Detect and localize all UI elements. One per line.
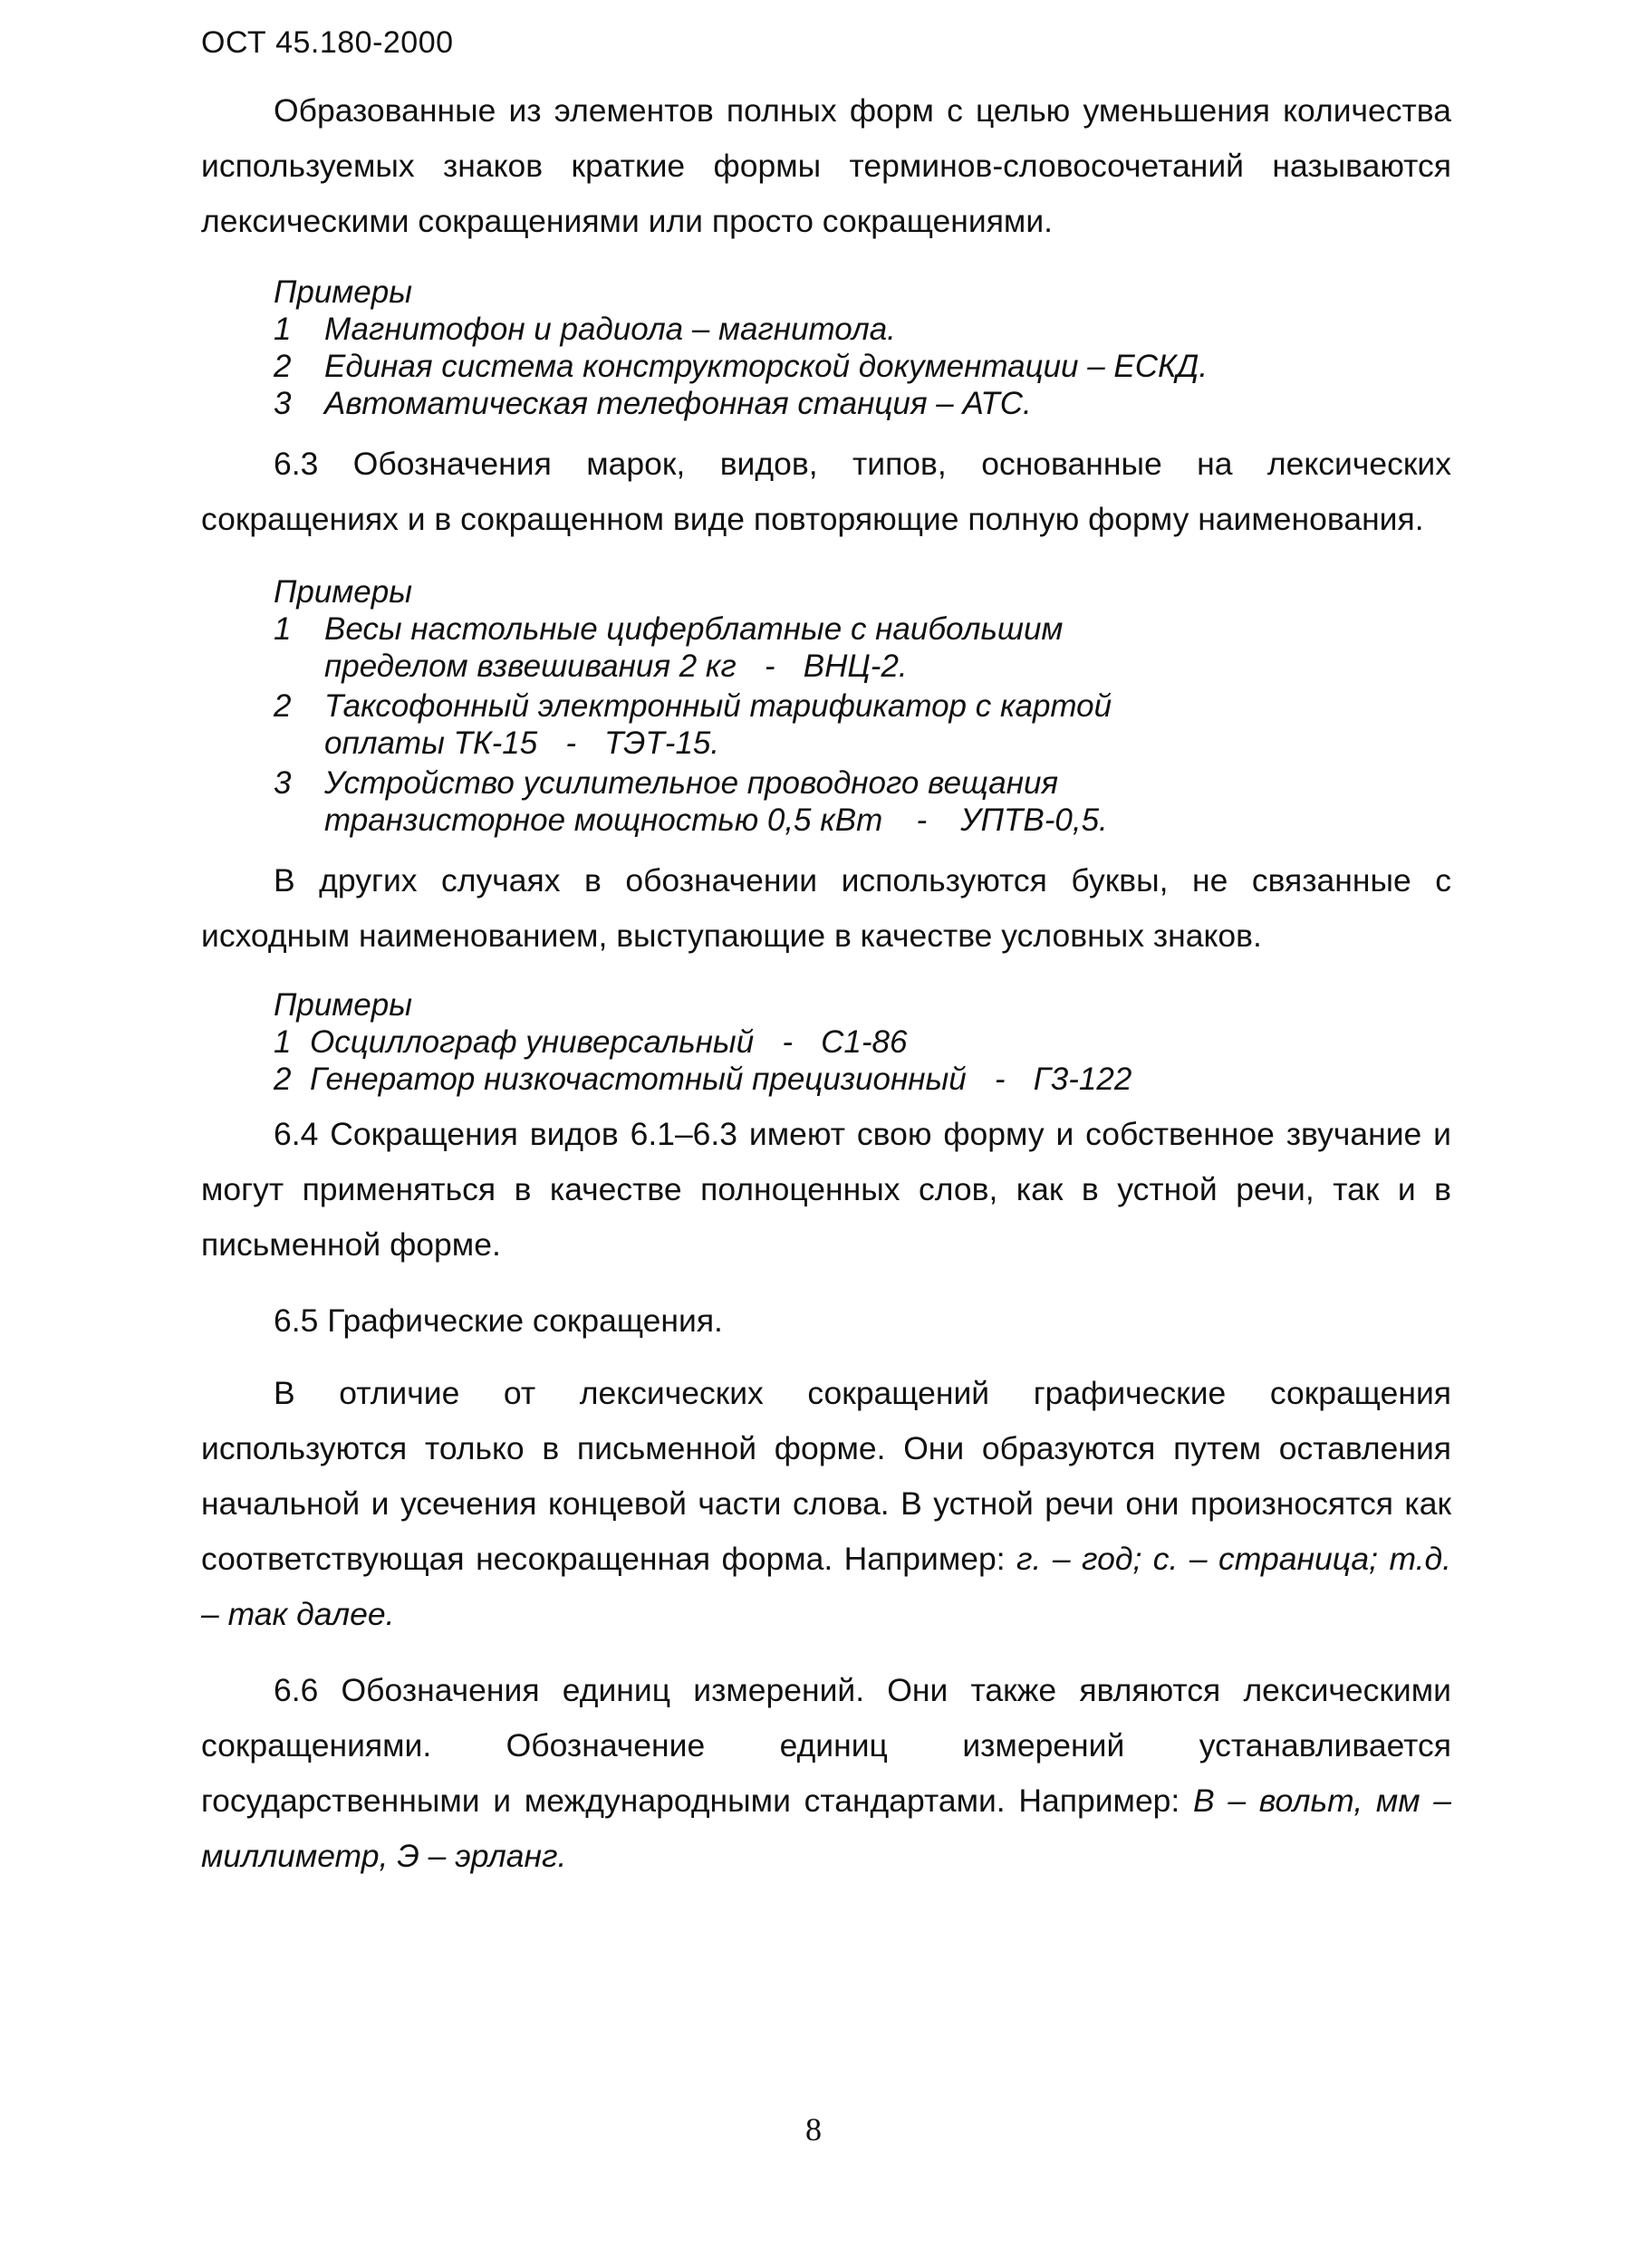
example-code: С1-86 <box>821 1024 908 1060</box>
example-code: Г3-122 <box>1033 1062 1132 1097</box>
paragraph-examples-italic: В – вольт, мм – миллиметр, Э – эрланг. <box>201 1783 1452 1874</box>
example-name: транзисторное мощностью 0,5 кВт <box>324 802 883 838</box>
example-item-line2 <box>324 802 1108 839</box>
paragraph-6-6 <box>201 1663 1451 1884</box>
example-item <box>274 1062 1131 1098</box>
example-text: Единая система конструкторской документации – ЕСКД. <box>324 349 1208 384</box>
paragraph-text: 6.6 Обозначения единиц измерений. Они также являются лексическими сокращениями. Обозначение единиц измерений устанавливается государственными и международными стандартами. Например: <box>201 1672 1451 1819</box>
paragraph-graphic-abbreviations <box>201 1366 1451 1642</box>
example-number: 3 <box>274 386 292 421</box>
example-text: Весы настольные циферблатные с наибольшим <box>324 611 1064 647</box>
paragraph-lexical-abbreviations: Образованные из элементов полных форм с целью уменьшения количества используемых знаков краткие формы терминов-словосочетаний называются лексическими сокращениями или просто сокращениями. <box>201 92 1451 239</box>
examples-label: Примеры <box>274 574 412 610</box>
example-number: 2 <box>274 349 292 384</box>
examples-label: Примеры <box>274 274 412 310</box>
document-code: ОСТ 45.180-2000 <box>201 25 454 60</box>
example-number: 2 <box>274 1062 292 1097</box>
paragraph-6-3: 6.3 Обозначения марок, видов, типов, основанные на лексических сокращениях и в сокращенном виде повторяющие полную форму наименования. <box>201 446 1451 537</box>
example-item <box>274 349 1208 385</box>
page-number: 8 <box>805 2111 822 2148</box>
example-item-line2 <box>324 726 719 762</box>
example-name: Осциллограф универсальный <box>310 1024 755 1060</box>
example-dash: - <box>916 802 928 838</box>
example-code: УПТВ-0,5. <box>960 802 1108 838</box>
example-number: 1 <box>274 312 292 347</box>
example-item-line1 <box>274 611 1063 648</box>
example-dash: - <box>565 726 576 761</box>
example-text: Автоматическая телефонная станция – АТС. <box>324 386 1032 421</box>
example-dash: - <box>782 1024 793 1060</box>
example-code: ВНЦ-2. <box>803 649 908 684</box>
paragraph-other-cases: В других случаях в обозначении используются буквы, не связанные с исходным наименованием, выступающие в качестве условных знаков. <box>201 862 1451 954</box>
example-dash: - <box>764 649 775 684</box>
example-item <box>274 312 896 348</box>
example-code: ТЭТ-15. <box>604 726 720 761</box>
example-text: Устройство усилительное проводного вещания <box>324 765 1059 801</box>
example-item-line2 <box>324 649 908 685</box>
example-dash: - <box>994 1062 1006 1097</box>
example-name: Генератор низкочастотный прецизионный <box>310 1062 967 1097</box>
example-name: пределом взвешивания 2 кг <box>324 649 737 684</box>
example-number: 1 <box>274 1024 292 1060</box>
example-name: оплаты ТК-15 <box>324 726 538 761</box>
example-text: Магнитофон и радиола – магнитола. <box>324 312 896 347</box>
paragraph-examples-italic: г. – год; с. – страница; т.д. – так далее. <box>201 1541 1451 1632</box>
examples-label: Примеры <box>274 987 412 1023</box>
example-number: 3 <box>274 765 292 801</box>
paragraph-6-4: 6.4 Сокращения видов 6.1–6.3 имеют свою форму и собственное звучание и могут применяться в качестве полноценных слов, как в устной речи, так и в письменной форме. <box>201 1116 1451 1263</box>
example-number: 1 <box>274 611 292 647</box>
example-item <box>274 1024 907 1061</box>
example-item-line1 <box>274 688 1112 725</box>
example-item-line1 <box>274 765 1058 802</box>
example-item <box>274 386 1032 422</box>
example-number: 2 <box>274 688 292 724</box>
paragraph-6-5: 6.5 Графические сокращения. <box>274 1302 723 1339</box>
paragraph-text: В отличие от лексических сокращений графические сокращения используются только в письменной форме. Они образуются путем оставления начальной и усечения концевой части слова. В устной речи они произносятся как соответствующая несокращенная форма. Например: <box>201 1375 1451 1577</box>
example-text: Таксофонный электронный тарификатор с картой <box>324 688 1112 724</box>
